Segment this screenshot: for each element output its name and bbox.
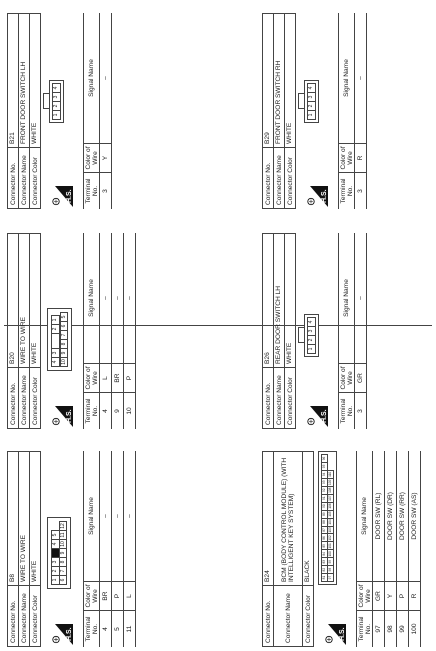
signal-name: DOOR SW (RL) [373, 451, 385, 582]
connector-b24-header [262, 451, 314, 647]
signal-name-header: Signal Name [84, 451, 100, 582]
terminal-no: 100 [409, 611, 421, 648]
connector-color-label: Connector Color [30, 148, 41, 209]
pin: 4 [308, 84, 316, 93]
pin: 96 [322, 455, 328, 463]
table-row [373, 451, 385, 647]
pin: 2 [308, 102, 316, 111]
table-row [124, 233, 136, 429]
connector-color-label: Connector Color [285, 368, 296, 429]
terminal-no-header: Terminal No. [357, 611, 373, 648]
pin: 1 [308, 111, 316, 120]
connector-b21-face [43, 80, 64, 123]
wire-color: GR [355, 364, 367, 393]
pin: 3 [308, 93, 316, 102]
table-row [124, 451, 136, 647]
pin: 9 [59, 549, 67, 558]
connector-no-value: B8 [8, 452, 19, 586]
connector-b26-face [298, 314, 319, 357]
connector-name-value: WIRE TO WIRE [19, 452, 30, 586]
pin: 7 [60, 331, 68, 340]
signal-name: DOOR SW (DR) [385, 451, 397, 582]
terminal-no: 99 [397, 611, 409, 648]
table-row [355, 13, 367, 209]
wire-color: Y [100, 144, 112, 173]
table-row [112, 451, 124, 647]
wire-color-header: Color of Wire [84, 364, 100, 393]
connector-no-label: Connector No. [263, 368, 274, 429]
pin: 89 [322, 510, 328, 518]
pin: 93 [322, 478, 328, 486]
pin: 91 [322, 494, 328, 502]
pin: 109 [328, 479, 332, 485]
pin: 87 [322, 526, 328, 534]
hs-label: H.S. [339, 627, 346, 641]
harness-side-icon [306, 186, 328, 207]
pin: 104 [328, 519, 332, 525]
connector-no-label: Connector No. [8, 586, 19, 647]
pin: 95 [322, 462, 328, 470]
table-row [385, 451, 397, 647]
table-row [112, 233, 124, 429]
terminal-no: 3 [100, 173, 112, 210]
pin: 81 [322, 574, 328, 582]
connector-b29-terminal-table [338, 13, 367, 209]
pin-grid [60, 312, 69, 367]
connector-no-label: Connector No. [263, 586, 274, 647]
pin-grid [52, 83, 61, 120]
wire-color: BR [100, 582, 112, 611]
connector-b29-face [298, 80, 319, 123]
connector-b20-face [47, 308, 72, 371]
pin: 99 [328, 558, 334, 566]
pin: 3 [52, 349, 60, 358]
hs-label: H.S. [321, 189, 328, 203]
connector-color-value: BLACK [303, 452, 314, 586]
wire-color-header: Color of Wire [84, 144, 100, 173]
connector-color-label: Connector Color [303, 586, 314, 647]
wire-color: R [355, 144, 367, 173]
hs-label: H.S. [321, 409, 328, 423]
connector-color-value: WHITE [30, 452, 41, 586]
pin: 98 [328, 566, 334, 574]
connector-b24-terminal-table [356, 451, 421, 647]
connector-name-label: Connector Name [19, 586, 30, 647]
signal-name: – [355, 233, 367, 364]
signal-name: – [112, 233, 124, 364]
table-row [100, 233, 112, 429]
table-row [355, 233, 367, 429]
pin: 3 [52, 558, 60, 567]
connector-b29 [262, 13, 364, 209]
pin: 4 [53, 84, 61, 93]
connector-name-value: FRONT DOOR SWITCH RH [274, 14, 285, 148]
pin: 5 [52, 531, 60, 540]
connector-color-label: Connector Color [30, 586, 41, 647]
table-row [397, 451, 409, 647]
connector-b20 [7, 233, 133, 429]
terminal-no: 4 [100, 611, 112, 648]
terminal-no: 10 [124, 393, 136, 430]
connector-no-value: B20 [8, 234, 19, 368]
pin: 4 [308, 318, 316, 327]
wire-color-header: Color of Wire [339, 364, 355, 393]
connector-no-label: Connector No. [263, 148, 274, 209]
connector-b24-face [318, 451, 337, 585]
pin: 94 [322, 470, 328, 478]
pin: 7 [59, 567, 67, 576]
signal-name: – [355, 13, 367, 144]
signal-name: DOOR SW (RR) [397, 451, 409, 582]
pin: 4 [52, 540, 60, 549]
pin: 84 [322, 550, 328, 558]
connector-color-label: Connector Color [30, 368, 41, 429]
pin-grid [307, 317, 316, 354]
wire-color: R [409, 582, 421, 611]
terminal-no: 97 [373, 611, 385, 648]
signal-name-header: Signal Name [339, 13, 355, 144]
connector-key-slot [52, 334, 60, 349]
connector-b26-terminal-table [338, 233, 367, 429]
connector-name-label: Connector Name [274, 368, 285, 429]
hs-label: H.S. [66, 189, 73, 203]
wire-color: P [112, 582, 124, 611]
connector-no-value: B29 [263, 14, 274, 148]
pin-grid [307, 83, 316, 120]
pin: 1 [53, 111, 61, 120]
connector-color-value: WHITE [285, 234, 296, 368]
pin-grid [51, 315, 60, 367]
signal-name: – [100, 451, 112, 582]
terminal-no: 4 [100, 393, 112, 430]
pin: 90 [322, 502, 328, 510]
signal-name: – [124, 451, 136, 582]
connector-name-value: BCM (BODY CONTROL MODULE) (WITH INTELLIGENT KEY SYSTEM) [274, 452, 303, 586]
terminal-no-header: Terminal No. [84, 173, 100, 210]
connector-name-value: FRONT DOOR SWITCH LH [19, 14, 30, 148]
connector-no-label: Connector No. [8, 148, 19, 209]
connector-b26-header [262, 233, 296, 429]
signal-name: – [100, 233, 112, 364]
connector-no-value: B21 [8, 14, 19, 148]
signal-name-header: Signal Name [84, 233, 100, 364]
pin-grid [321, 454, 334, 582]
pin: 1 [308, 345, 316, 354]
terminal-no-header: Terminal No. [339, 173, 355, 210]
signal-name-header: Signal Name [84, 13, 100, 144]
pin: 3 [53, 93, 61, 102]
connector-b20-header [7, 233, 41, 429]
signal-name-header: Signal Name [339, 233, 355, 364]
harness-side-icon [51, 186, 73, 207]
pin: 8 [59, 558, 67, 567]
pin: 2 [52, 567, 60, 576]
signal-name: – [112, 451, 124, 582]
signal-name: – [100, 13, 112, 144]
pin: 6 [59, 576, 67, 585]
hs-label: H.S. [66, 409, 73, 423]
connector-name-value: REAR DOOR SWITCH LH [274, 234, 285, 368]
wire-color: L [100, 364, 112, 393]
pin: 10 [60, 359, 67, 365]
connector-b21-terminal-table [83, 13, 112, 209]
wire-color: P [124, 364, 136, 393]
connector-name-value: WIRE TO WIRE [19, 234, 30, 368]
pin: 100 [328, 551, 332, 557]
pin: 2 [52, 325, 60, 334]
connector-b8 [7, 451, 133, 647]
wire-color: BR [112, 364, 124, 393]
connector-no-label: Connector No. [8, 368, 19, 429]
connector-b21-header [7, 13, 41, 209]
harness-side-icon [306, 406, 328, 427]
pin: 10 [59, 541, 66, 547]
wire-color-header: Color of Wire [357, 582, 373, 611]
terminal-no-header: Terminal No. [84, 611, 100, 648]
terminal-no-header: Terminal No. [339, 393, 355, 430]
pin: 11 [59, 532, 66, 538]
connector-color-value: WHITE [30, 234, 41, 368]
pin: 4 [52, 358, 60, 367]
connector-b20-terminal-table [83, 233, 136, 429]
terminal-no: 98 [385, 611, 397, 648]
pin: 5 [60, 313, 68, 322]
terminal-no: 3 [355, 393, 367, 430]
table-row [100, 451, 112, 647]
pin: 88 [322, 518, 328, 526]
pin: 86 [322, 534, 328, 542]
terminal-no: 11 [124, 611, 136, 648]
pin: 12 [59, 523, 66, 529]
connector-name-label: Connector Name [19, 368, 30, 429]
connector-b24 [262, 451, 418, 647]
pin-grid [51, 521, 67, 585]
pin: 97 [328, 574, 334, 582]
harness-side-icon [51, 406, 73, 427]
terminal-no-header: Terminal No. [84, 393, 100, 430]
connector-color-value: WHITE [285, 14, 296, 148]
connector-b21 [7, 13, 109, 209]
connector-name-label: Connector Name [274, 586, 303, 647]
pin: 103 [328, 527, 332, 533]
pin: 92 [322, 486, 328, 494]
connector-name-label: Connector Name [274, 148, 285, 209]
pin: 107 [328, 495, 332, 501]
table-row [409, 451, 421, 647]
pin: 83 [322, 558, 328, 566]
pin: 105 [328, 511, 332, 517]
connector-b26 [262, 233, 364, 429]
wire-color: L [124, 582, 136, 611]
signal-name-header: Signal Name [357, 451, 373, 582]
wire-color: P [397, 582, 409, 611]
connector-no-value: B24 [263, 452, 274, 586]
connector-no-value: B26 [263, 234, 274, 368]
pin: 8 [60, 340, 68, 349]
connector-key-block [52, 549, 60, 558]
pin: 102 [328, 535, 332, 541]
terminal-no: 3 [355, 173, 367, 210]
pin: 2 [53, 102, 61, 111]
pin: 108 [328, 487, 332, 493]
connector-b8-face [47, 517, 71, 589]
connector-color-label: Connector Color [285, 148, 296, 209]
pin: 3 [308, 327, 316, 336]
terminal-no: 9 [112, 393, 124, 430]
connector-name-label: Connector Name [19, 148, 30, 209]
hs-label: H.S. [66, 627, 73, 641]
pin: 110 [328, 471, 332, 477]
pin: 1 [52, 576, 60, 585]
wire-color: Y [385, 582, 397, 611]
terminal-no: 5 [112, 611, 124, 648]
signal-name: – [124, 233, 136, 364]
wire-color-header: Color of Wire [84, 582, 100, 611]
pin: 101 [328, 543, 332, 549]
pin: 106 [328, 503, 332, 509]
signal-name: DOOR SW (AS) [409, 451, 421, 582]
connector-b8-terminal-table [83, 451, 136, 647]
pin: 9 [60, 349, 68, 358]
wire-color: GR [373, 582, 385, 611]
pin: 2 [308, 336, 316, 345]
harness-side-icon [51, 624, 73, 645]
connector-b29-header [262, 13, 296, 209]
table-row [100, 13, 112, 209]
pin: 6 [60, 322, 68, 331]
pin: 1 [52, 316, 60, 325]
pin: 85 [322, 542, 328, 550]
harness-side-icon [324, 624, 346, 645]
connector-color-value: WHITE [30, 14, 41, 148]
wire-color-header: Color of Wire [339, 144, 355, 173]
connector-b8-header [7, 451, 41, 647]
pin: 82 [322, 566, 328, 574]
